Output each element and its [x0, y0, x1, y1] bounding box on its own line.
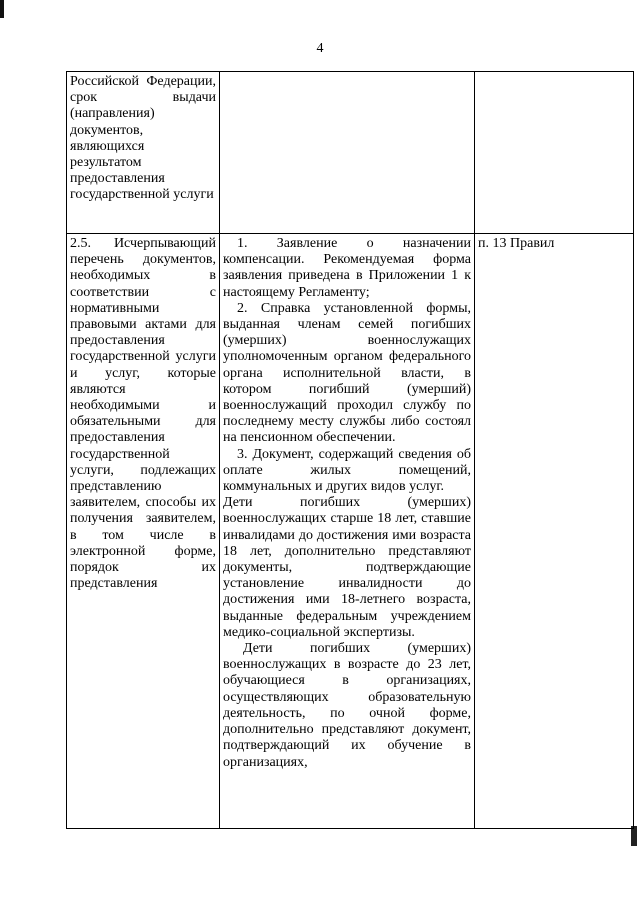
- legal-basis-text: п. 13 Правил: [478, 236, 555, 251]
- table-row: [67, 234, 634, 829]
- requirement-name-cell: [67, 72, 220, 234]
- requirement-name-cell: [67, 234, 220, 829]
- table-row: [67, 72, 634, 234]
- document-item-1: 1. Заявление о назначении компенсации. Рекомендуемая форма заявления приведена в Приложении 1 к настоящему Регламенту;: [223, 236, 471, 300]
- requirement-content-cell: [220, 234, 475, 829]
- regulation-table: [66, 71, 634, 829]
- document-item-2: 2. Справка установленной формы, выданная членам семей погибших (умерших) военнослужащих уполномоченным органом федерального органа исполнительной власти, в котором погибший (умерший) военнослужащий проходил службу по последнему месту службы либо состоял на пенсионном обеспечении.: [223, 300, 471, 446]
- requirement-name-text: Российской Федерации, срок выдачи (направления) документов, являющихся результатом предоставления государственной услуги: [70, 74, 216, 203]
- document-item-3: 3. Документ, содержащий сведения об оплате жилых помещений, коммунальных и других видов услуг.: [223, 446, 471, 495]
- document-note-disabled-children: Дети погибших (умерших) военнослужащих старше 18 лет, ставшие инвалидами до достижения ими возраста 18 лет, дополнительно представляют документы, подтверждающие установление инвалидности до достижения ими 18-летнего возраста, выданные федеральным учреждением медико-социальной экспертизы.: [223, 495, 471, 640]
- scan-edge-mark: [0, 0, 4, 18]
- document-note-students: Дети погибших (умерших) военнослужащих в возрасте до 23 лет, обучающиеся в организациях, осуществляющих образовательную деятельность, по очной форме, дополнительно представляют документ, подтверждающий их обучение в организациях,: [223, 641, 471, 770]
- requirement-name-text: 2.5. Исчерпывающий перечень документов, необходимых в соответствии с нормативными правовыми актами для предоставления государственной услуги и услуг, которые являются необходимыми и обязательными для предоставления государственной услуги, подлежащих представлению заявителем, способы их получения заявителем, в том числе в электронной форме, порядок их представления: [70, 236, 216, 592]
- legal-basis-cell: [475, 234, 634, 829]
- legal-basis-cell: [475, 72, 634, 234]
- scan-edge-mark: [631, 826, 637, 846]
- page-number: 4: [316, 41, 324, 56]
- requirement-content-cell: [220, 72, 475, 234]
